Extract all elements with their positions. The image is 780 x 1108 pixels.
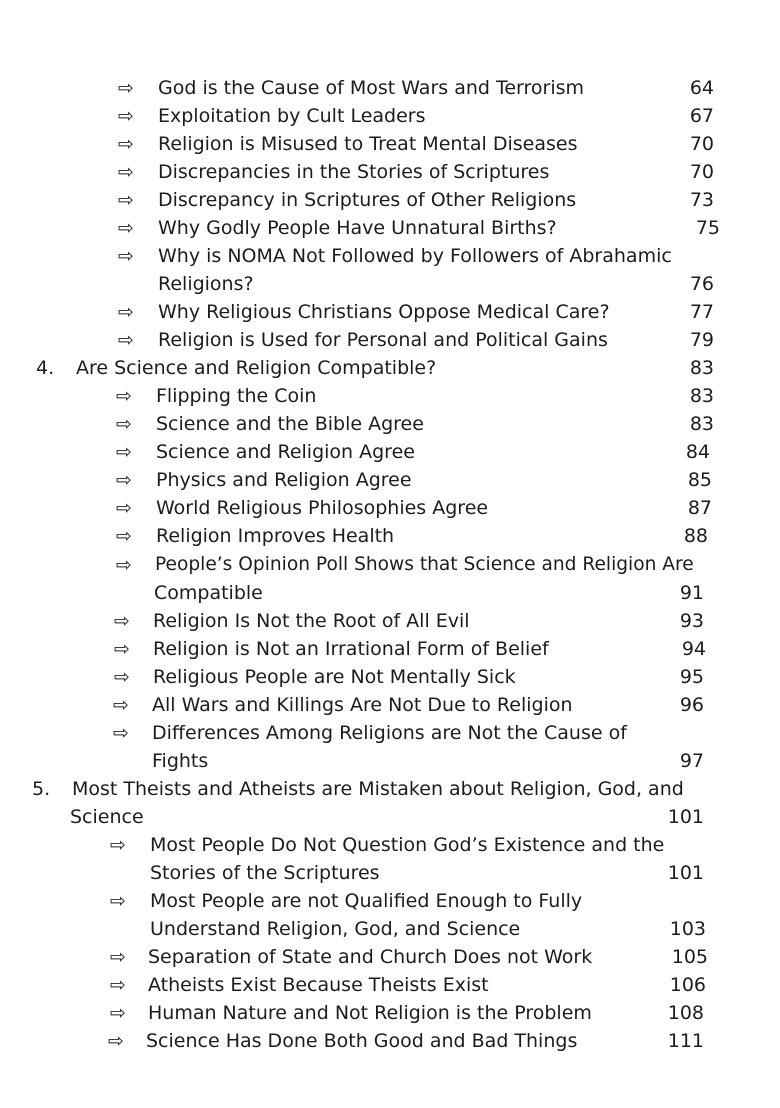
toc-page-number: 79 [689,329,714,351]
arrow-icon: ⇨ [114,638,130,660]
toc-page-number: 67 [689,105,714,127]
arrow-icon: ⇨ [113,722,129,744]
toc-chapter-number: 5. [32,778,51,800]
toc-page-number: 77 [689,301,714,323]
arrow-icon: ⇨ [118,105,134,127]
toc-entry-title: Religion is Not an Irrational Form of Belief [153,638,549,660]
toc-entry-title: Discrepancy in Scriptures of Other Religions [158,189,577,211]
toc-page-number: 97 [679,750,704,772]
arrow-icon: ⇨ [116,554,132,576]
arrow-icon: ⇨ [110,974,126,996]
toc-chapter-title-continued: Science [70,806,144,828]
arrow-icon: ⇨ [118,329,134,351]
toc-chapter-title: Most Theists and Atheists are Mistaken about Religion, God, and [72,778,684,800]
toc-entry-title: Religion is Used for Personal and Political Gains [158,329,608,351]
toc-entry-title: Most People Do Not Question God’s Existence and the [150,834,665,856]
arrow-icon: ⇨ [110,1002,126,1024]
toc-entry-title-continued: Fights [152,750,209,772]
toc-entry-title: Differences Among Religions are Not the Cause of [152,722,627,744]
arrow-icon: ⇨ [110,890,126,912]
toc-entry-title: Separation of State and Church Does not Work [148,946,593,968]
toc-page-number: 64 [689,77,714,99]
toc-entry-title: Exploitation by Cult Leaders [158,105,426,127]
toc-page-number: 83 [689,413,714,435]
toc-entry-title: Why Godly People Have Unnatural Births? [158,217,557,239]
toc-page-number: 94 [681,638,706,660]
arrow-icon: ⇨ [118,217,134,239]
arrow-icon: ⇨ [118,245,134,267]
arrow-icon: ⇨ [116,441,132,463]
toc-entry-title: People’s Opinion Poll Shows that Science and Religion Are [155,554,694,575]
toc-entry-title: All Wars and Killings Are Not Due to Religion [152,694,573,716]
toc-page-number: 83 [689,385,714,407]
toc-entry-title: God is the Cause of Most Wars and Terrorism [158,77,585,99]
toc-entry-title-continued: Stories of the Scriptures [150,862,380,884]
arrow-icon: ⇨ [110,946,126,968]
toc-entry-title: Science Has Done Both Good and Bad Things [146,1030,578,1052]
toc-page-number: 84 [685,441,710,463]
toc-page-number: 85 [687,469,712,491]
toc-page-number: 83 [689,357,714,379]
toc-page-number: 95 [679,666,704,688]
arrow-icon: ⇨ [116,497,132,519]
toc-entry-title-continued: Understand Religion, God, and Science [150,918,521,940]
toc-entry-title: Science and the Bible Agree [156,413,424,435]
toc-page-number: 111 [667,1030,704,1052]
arrow-icon: ⇨ [114,610,130,632]
toc-page-number: 70 [689,161,714,183]
toc-page-number: 101 [667,862,704,884]
toc-chapter-number: 4. [36,357,55,379]
toc-page-number: 108 [667,1002,704,1024]
toc-page-number: 101 [667,806,704,828]
toc-page-number: 105 [671,946,708,968]
toc-page-number: 93 [679,610,704,632]
toc-entry-title: Why is NOMA Not Followed by Followers of Abrahamic [158,245,672,267]
toc-page-number: 87 [687,497,712,519]
arrow-icon: ⇨ [116,469,132,491]
toc-entry-title-continued: Religions? [158,273,254,295]
toc-entry-title: Physics and Religion Agree [156,469,412,491]
toc-page-number: 106 [669,974,706,996]
toc-page-number: 73 [689,189,714,211]
arrow-icon: ⇨ [110,834,126,856]
arrow-icon: ⇨ [113,694,129,716]
arrow-icon: ⇨ [114,666,130,688]
toc-entry-title-continued: Compatible [154,582,263,604]
arrow-icon: ⇨ [118,189,134,211]
toc-entry-title: Most People are not Qualified Enough to Fully [150,890,583,912]
toc-entry-title: Why Religious Christians Oppose Medical Care? [158,301,610,323]
toc-entry-title: Religious People are Not Mentally Sick [153,666,516,688]
toc-entry-title: Religion is Misused to Treat Mental Diseases [158,133,578,155]
toc-page-number: 70 [689,133,714,155]
arrow-icon: ⇨ [116,525,132,547]
arrow-icon: ⇨ [118,301,134,323]
toc-entry-title: Science and Religion Agree [156,441,415,463]
arrow-icon: ⇨ [116,385,132,407]
arrow-icon: ⇨ [116,413,132,435]
toc-entry-title: Atheists Exist Because Theists Exist [148,974,489,996]
arrow-icon: ⇨ [118,133,134,155]
toc-page-number: 76 [689,273,714,295]
toc-page-number: 88 [683,525,708,547]
toc-page-number: 96 [679,694,704,716]
toc-page-number: 103 [669,918,706,940]
toc-entry-title: Religion Is Not the Root of All Evil [153,610,470,632]
arrow-icon: ⇨ [108,1030,124,1052]
arrow-icon: ⇨ [118,161,134,183]
toc-page-number: 75 [695,217,720,239]
toc-entry-title: Human Nature and Not Religion is the Problem [148,1002,592,1024]
toc-entry-title: Flipping the Coin [156,385,317,407]
toc-chapter-title: Are Science and Religion Compatible? [76,357,437,379]
toc-entry-title: World Religious Philosophies Agree [156,497,489,519]
toc-page-number: 91 [679,582,704,604]
arrow-icon: ⇨ [118,77,134,99]
toc-entry-title: Religion Improves Health [156,525,395,547]
toc-entry-title: Discrepancies in the Stories of Scriptures [158,161,550,183]
